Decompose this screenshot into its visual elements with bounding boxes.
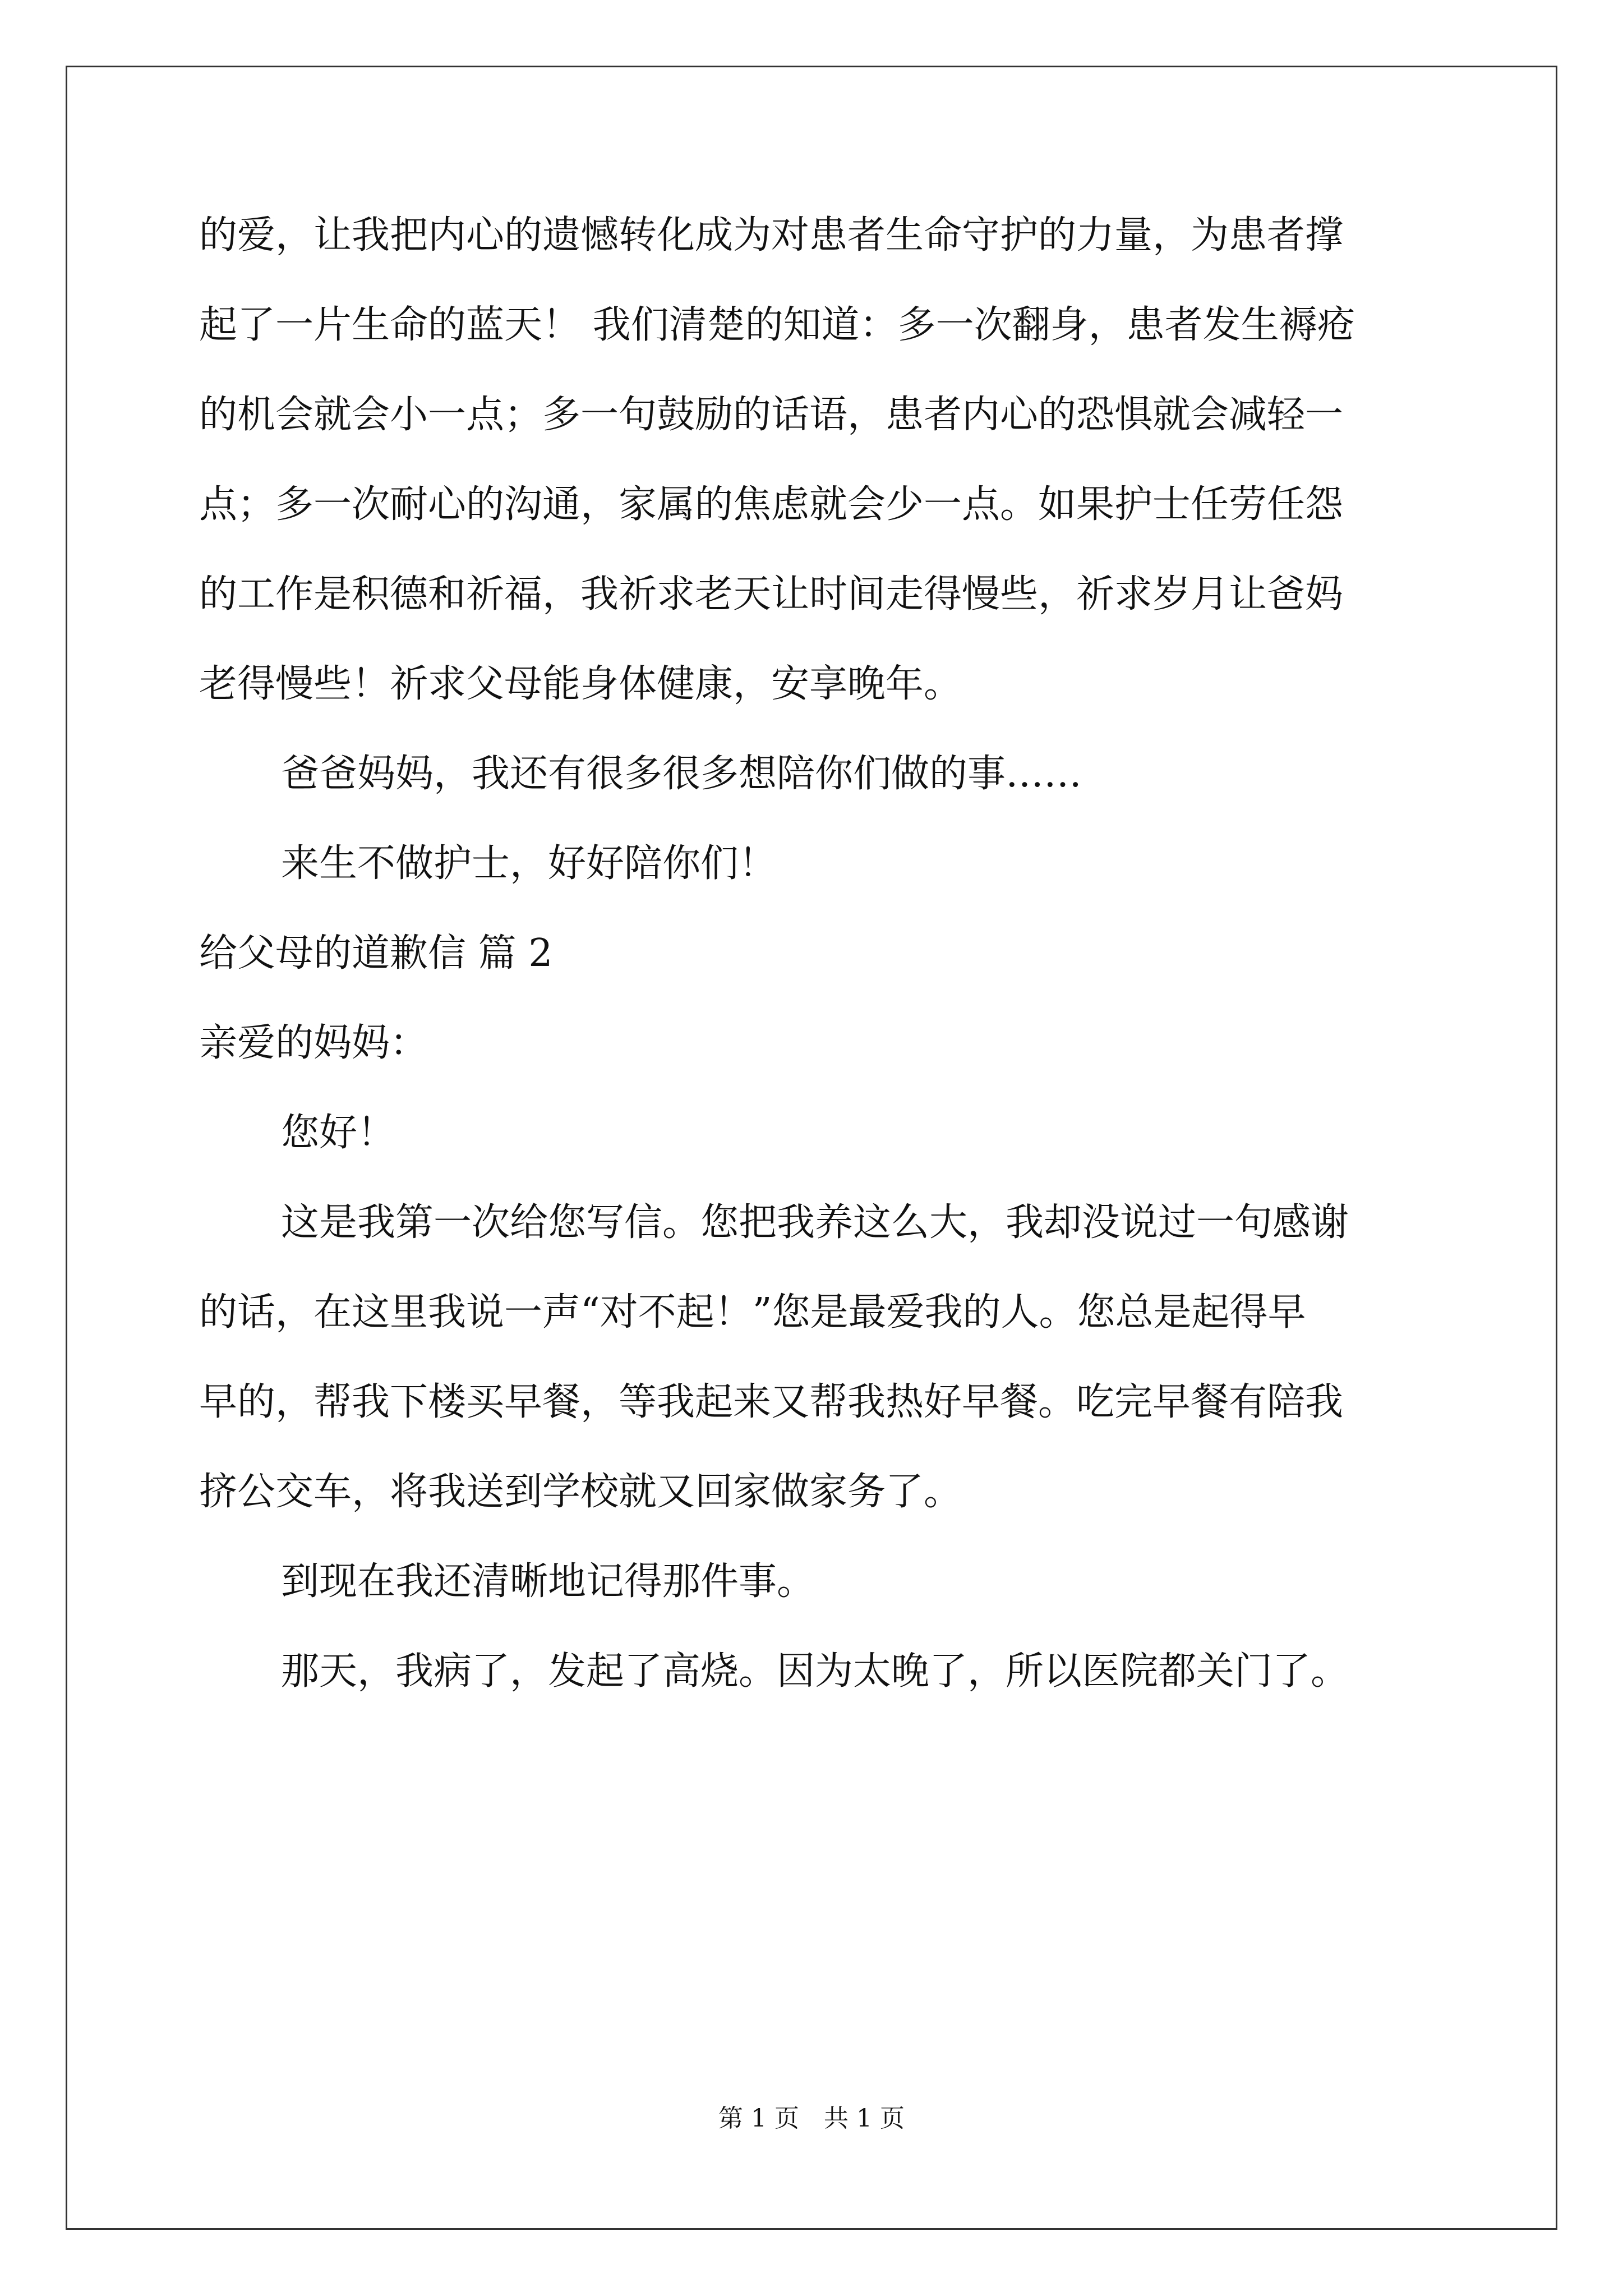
greeting: 您好！ (281, 1111, 396, 1155)
body-line: 早的，帮我下楼买早餐，等我起来又帮我热好早餐。吃完早餐有陪我 (199, 1380, 1344, 1424)
body-line: 挤公交车，将我送到学校就又回家做家务了。 (199, 1470, 962, 1514)
body-line: 的机会就会小一点；多一句鼓励的话语，患者内心的恐惧就会减轻一 (199, 393, 1344, 437)
section-heading: 给父母的道歉信 篇 2 (199, 931, 553, 976)
paragraph-line: 到现在我还清晰地记得那件事。 (281, 1559, 815, 1604)
body-line: 点；多一次耐心的沟通，家属的焦虑就会少一点。如果护士任劳任怨 (199, 482, 1344, 527)
page-number-footer: 第 1 页 共 1 页 (718, 2104, 905, 2133)
body-line: 的爱，让我把内心的遗憾转化成为对患者生命守护的力量，为患者撑 (199, 213, 1344, 257)
paragraph-line: 那天，我病了，发起了高烧。因为太晚了，所以医院都关门了。 (281, 1649, 1349, 1694)
body-line: 起了一片生命的蓝天！ 我们清楚的知道：多一次翻身，患者发生褥疮 (199, 303, 1355, 347)
body-line: 的工作是积德和祈福，我祈求老天让时间走得慢些，祈求岁月让爸妈 (199, 572, 1344, 616)
paragraph-line: 爸爸妈妈，我还有很多很多想陪你们做的事…… (281, 752, 1082, 796)
paragraph-line: 来生不做护士，好好陪你们！ (281, 841, 777, 886)
paragraph-line: 这是我第一次给您写信。您把我养这么大，我却没说过一句感谢 (281, 1200, 1349, 1245)
body-line: 的话，在这里我说一声“对不起！”您是最爱我的人。您总是起得早 (199, 1290, 1306, 1335)
body-line: 老得慢些！祈求父母能身体健康，安享晚年。 (199, 662, 962, 706)
salutation: 亲爱的妈妈： (199, 1021, 428, 1065)
